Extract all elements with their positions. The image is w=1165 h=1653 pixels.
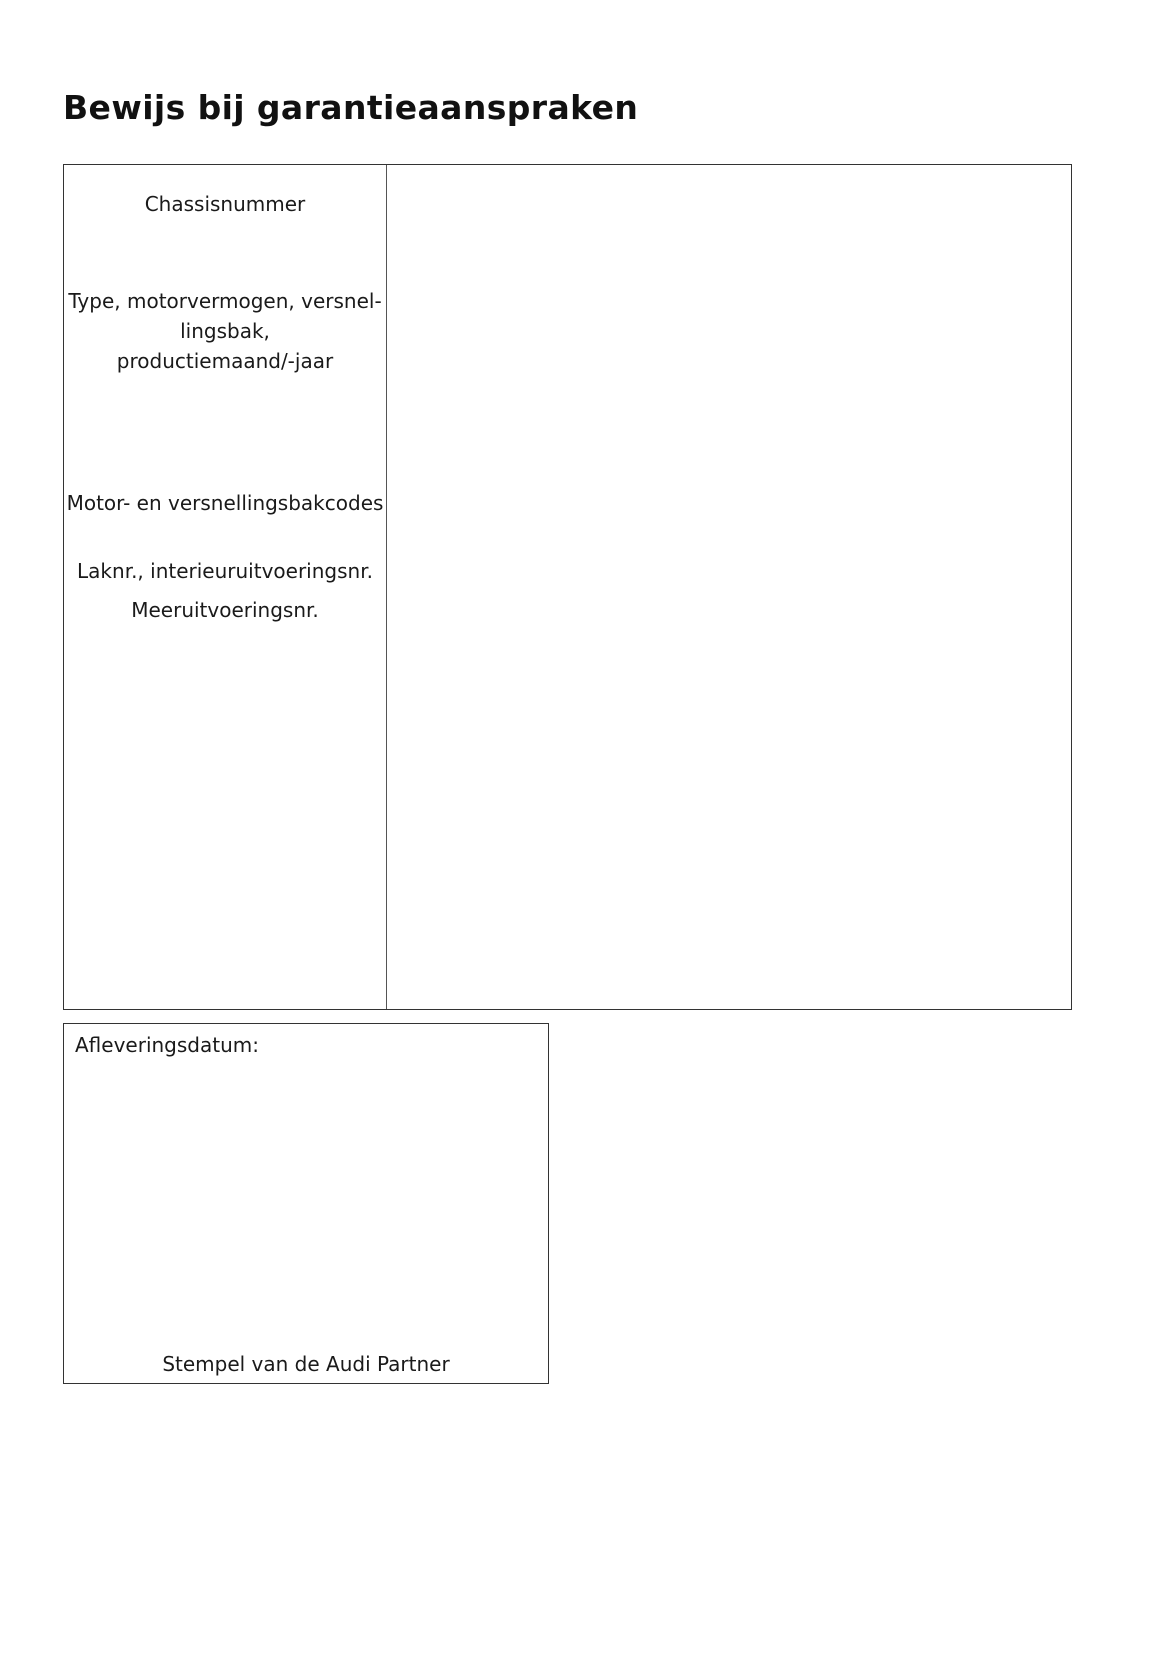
type-power-gearbox-production-label — [64, 286, 386, 376]
label-line: Type, motorvermogen, versnel- — [68, 289, 382, 313]
page-title: Bewijs bij garantieaanspraken — [63, 88, 639, 127]
chassis-number-label — [64, 189, 386, 219]
vehicle-data-entry-area[interactable] — [387, 165, 1071, 1009]
stamp-area[interactable] — [64, 1064, 548, 1343]
label-line: productiemaand/-jaar — [116, 349, 334, 373]
extra-equipment-number-label — [64, 595, 386, 625]
label-line: lingsbak, — [180, 319, 270, 343]
label-line: Laknr., interieuruitvoeringsnr. — [77, 559, 373, 583]
engine-gearbox-codes-label — [64, 488, 386, 518]
label-line: Meeruitvoeringsnr. — [131, 598, 319, 622]
label-column — [64, 165, 386, 1009]
label-line: Chassisnummer — [144, 192, 306, 216]
stamp-caption: Stempel van de Audi Partner — [162, 1352, 450, 1376]
delivery-date-label: Afleveringsdatum: — [75, 1033, 259, 1057]
delivery-stamp-box — [63, 1023, 549, 1384]
vehicle-data-table — [63, 164, 1072, 1010]
paint-interior-number-label — [64, 556, 386, 586]
label-line: Motor- en versnellingsbakcodes — [66, 491, 384, 515]
